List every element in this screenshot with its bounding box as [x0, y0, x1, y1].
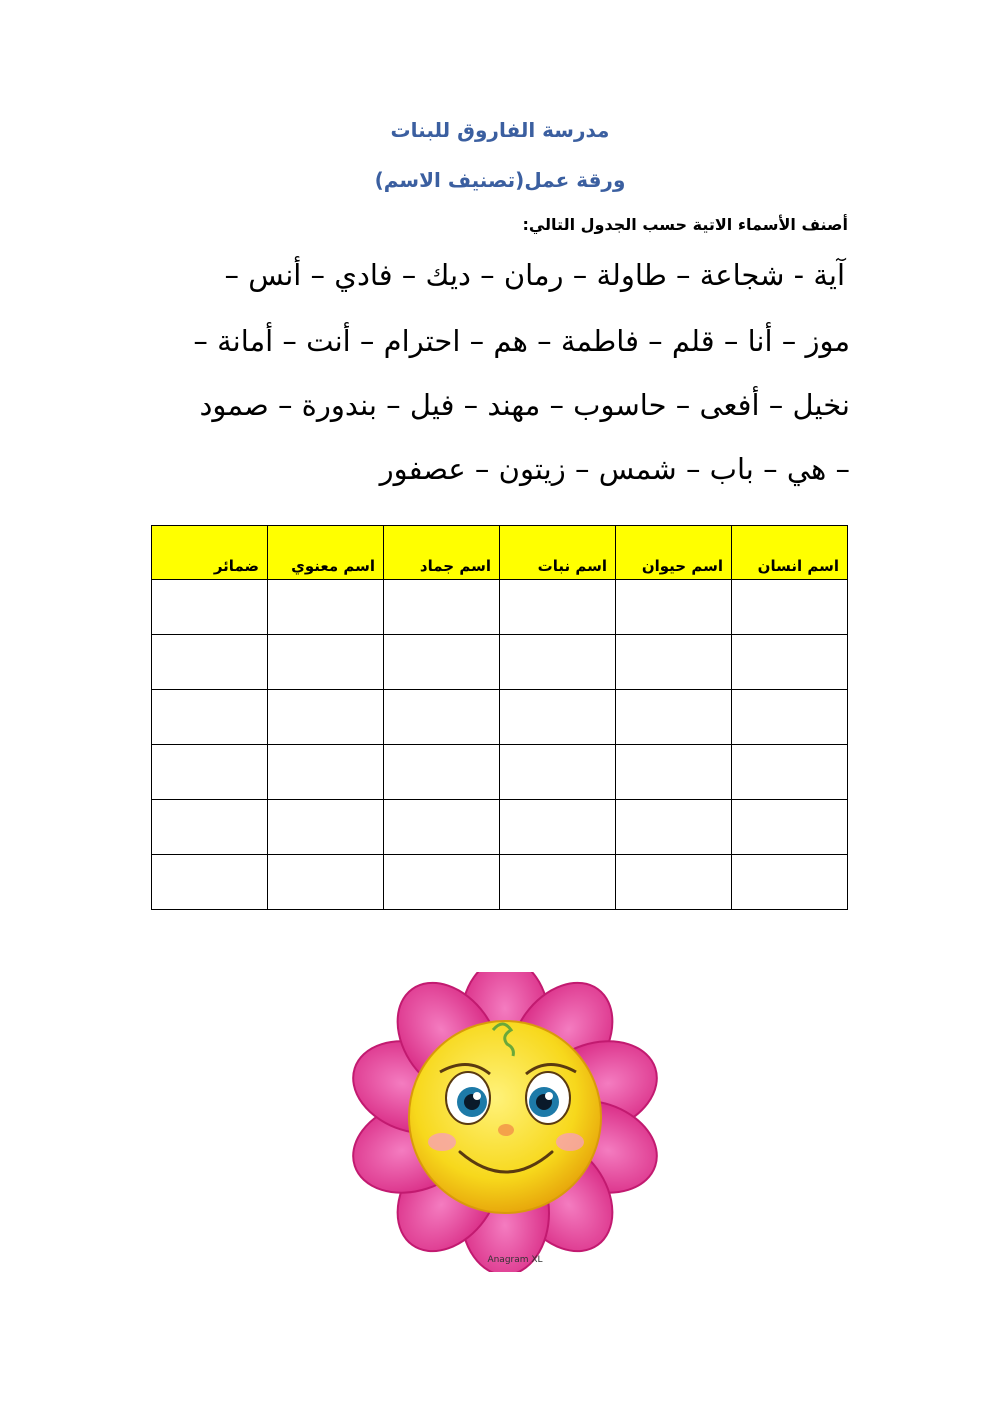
answer-cell[interactable]: [384, 855, 500, 910]
header-abstract-name: اسم معنوي: [268, 526, 384, 580]
answer-cell[interactable]: [500, 745, 616, 800]
table-row: [152, 745, 848, 800]
word-line-2: موز – أنا – قلم – فاطمة – هم – احترام – أنت – أمانة –: [193, 324, 850, 358]
school-name: مدرسة الفاروق للبنات: [390, 118, 610, 142]
answer-cell[interactable]: [268, 855, 384, 910]
answer-cell[interactable]: [616, 690, 732, 745]
answer-cell[interactable]: [732, 855, 848, 910]
brand-mark: Anagram XL: [487, 1255, 543, 1265]
table-row: [152, 800, 848, 855]
answer-cell[interactable]: [152, 745, 268, 800]
answer-cell[interactable]: [152, 580, 268, 635]
answer-cell[interactable]: [268, 745, 384, 800]
answer-cell[interactable]: [616, 635, 732, 690]
answer-cell[interactable]: [152, 800, 268, 855]
answer-cell[interactable]: [732, 690, 848, 745]
answer-cell[interactable]: [500, 635, 616, 690]
table-header-row: [152, 526, 848, 580]
answer-cell[interactable]: [616, 855, 732, 910]
table-row: [152, 580, 848, 635]
answer-cell[interactable]: [732, 800, 848, 855]
classification-table: [151, 525, 848, 910]
header-animal-name: اسم حيوان: [616, 526, 732, 580]
answer-cell[interactable]: [732, 580, 848, 635]
answer-cell[interactable]: [616, 580, 732, 635]
header-pronouns: ضمائر: [152, 526, 268, 580]
header-human-name: اسم انسان: [732, 526, 848, 580]
answer-cell[interactable]: [500, 690, 616, 745]
answer-cell[interactable]: [152, 635, 268, 690]
instruction-text: أصنف الأسماء الاتية حسب الجدول التالي:: [522, 215, 848, 234]
word-line-3: نخيل – أفعى – حاسوب – مهند – فيل – بندورة – صمود: [199, 388, 850, 422]
table-row: [152, 635, 848, 690]
answer-cell[interactable]: [384, 635, 500, 690]
header-object-name: اسم جماد: [384, 526, 500, 580]
answer-cell[interactable]: [152, 855, 268, 910]
word-line-1: آية - شجاعة – طاولة – رمان – ديك – فادي – أنس –: [224, 258, 845, 292]
answer-cell[interactable]: [732, 745, 848, 800]
answer-cell[interactable]: [616, 800, 732, 855]
answer-cell[interactable]: [268, 580, 384, 635]
answer-cell[interactable]: [152, 690, 268, 745]
answer-cell[interactable]: [384, 745, 500, 800]
answer-cell[interactable]: [732, 635, 848, 690]
smiling-flower-illustration: [310, 972, 700, 1272]
header-plant-name: اسم نبات: [500, 526, 616, 580]
answer-cell[interactable]: [616, 745, 732, 800]
answer-cell[interactable]: [384, 800, 500, 855]
answer-cell[interactable]: [268, 690, 384, 745]
answer-cell[interactable]: [500, 800, 616, 855]
word-line-4: – هي – باب – شمس – زيتون – عصفور: [379, 452, 850, 486]
table-row: [152, 690, 848, 745]
answer-cell[interactable]: [268, 800, 384, 855]
answer-cell[interactable]: [384, 690, 500, 745]
face: [409, 1021, 601, 1213]
table-row: [152, 855, 848, 910]
answer-cell[interactable]: [268, 635, 384, 690]
answer-cell[interactable]: [500, 855, 616, 910]
worksheet-title: ورقة عمل(تصنيف الاسم): [374, 168, 626, 192]
answer-cell[interactable]: [500, 580, 616, 635]
answer-cell[interactable]: [384, 580, 500, 635]
